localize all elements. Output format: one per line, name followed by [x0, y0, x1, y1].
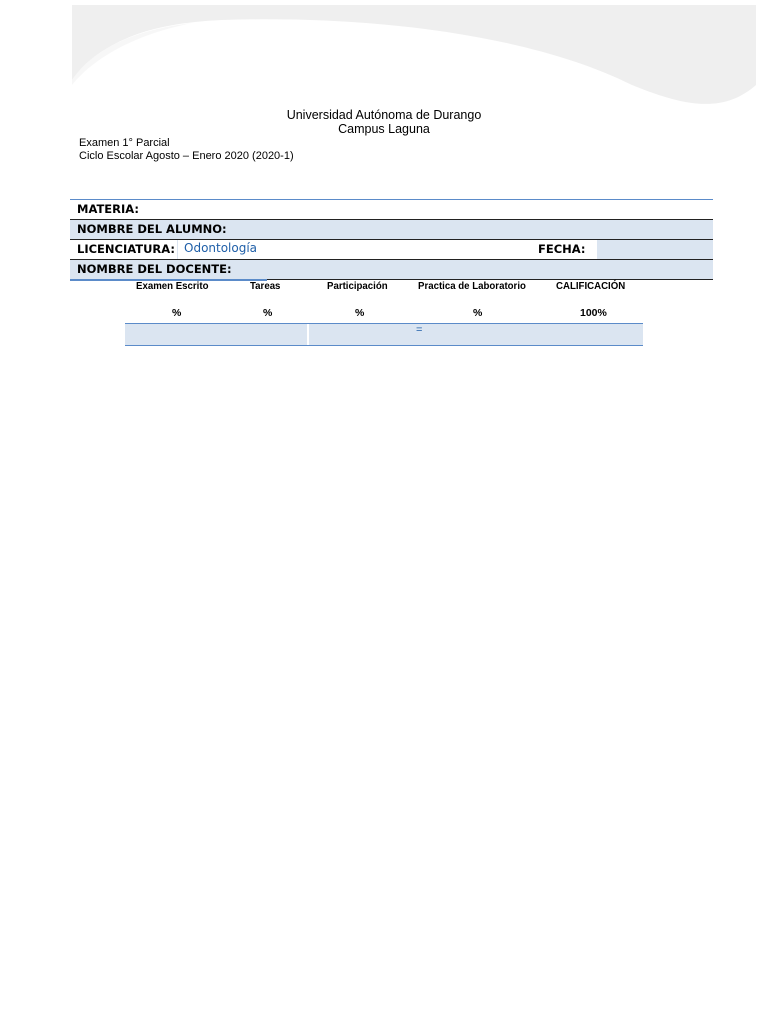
- result-equals: =: [416, 324, 423, 336]
- exam-title: Examen 1° Parcial: [79, 137, 170, 149]
- col-header-laboratorio: Practica de Laboratorio: [418, 280, 526, 292]
- licenciatura-label: LICENCIATURA:: [77, 242, 176, 256]
- col-header-examen: Examen Escrito: [136, 280, 209, 292]
- alumno-row[interactable]: [70, 220, 713, 240]
- col-header-participacion: Participación: [327, 280, 388, 292]
- grade-entry-row[interactable]: [125, 323, 643, 346]
- student-info-form: [70, 200, 713, 280]
- materia-label: MATERIA:: [77, 202, 139, 216]
- docente-label: NOMBRE DEL DOCENTE:: [77, 262, 232, 276]
- licenciatura-field[interactable]: [177, 240, 533, 259]
- licenciatura-row: [70, 240, 713, 260]
- fecha-field[interactable]: [597, 240, 713, 259]
- header-wave-graphic: [72, 5, 756, 110]
- materia-row[interactable]: [70, 200, 713, 220]
- school-cycle: Ciclo Escolar Agosto – Enero 2020 (2020-1): [79, 150, 294, 162]
- university-name: Universidad Autónoma de Durango: [286, 108, 482, 122]
- alumno-label: NOMBRE DEL ALUMNO:: [77, 222, 227, 236]
- fecha-label: FECHA:: [538, 242, 586, 256]
- campus-name: Campus Laguna: [338, 122, 430, 136]
- col-header-calificacion: CALIFICACIÓN: [556, 280, 626, 292]
- grade-row-divider: [307, 324, 309, 345]
- pct-examen: %: [172, 307, 182, 319]
- pct-participacion: %: [355, 307, 365, 319]
- col-header-tareas: Tareas: [250, 280, 281, 292]
- docente-row[interactable]: [70, 260, 713, 280]
- licenciatura-value: Odontología: [184, 241, 258, 255]
- pct-tareas: %: [263, 307, 273, 319]
- pct-calificacion: 100%: [580, 307, 607, 319]
- pct-laboratorio: %: [473, 307, 483, 319]
